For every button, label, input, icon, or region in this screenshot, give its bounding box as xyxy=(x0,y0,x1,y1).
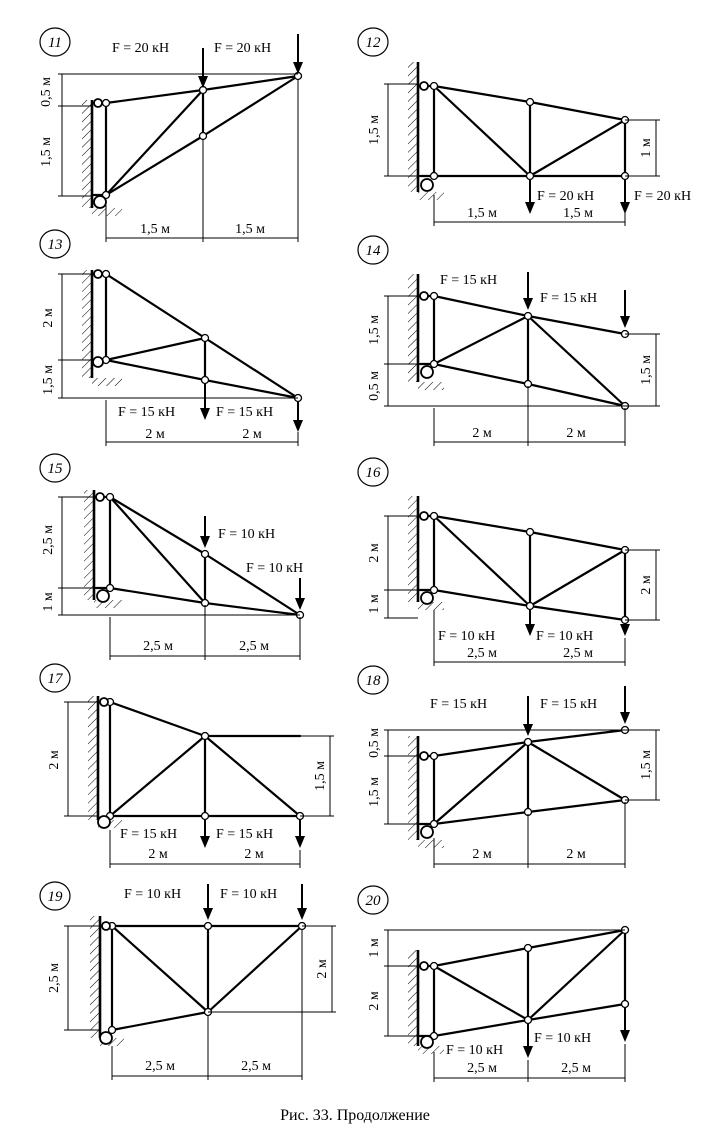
force-label: F = 15 кН xyxy=(440,273,498,288)
ground-hatch xyxy=(92,208,122,216)
dim-label: 1,5 м xyxy=(467,206,497,221)
truss-nodes xyxy=(420,512,629,624)
truss-bars xyxy=(420,730,625,824)
scheme-16 xyxy=(358,458,660,666)
force-label: F = 10 кН xyxy=(438,629,496,644)
force-label: F = 10 кН xyxy=(534,1031,592,1046)
scheme-number: 16 xyxy=(365,465,381,481)
dim-label: 2 м xyxy=(145,427,165,442)
dim-label: 2 м xyxy=(472,847,492,862)
dim-label: 0,5 м xyxy=(367,371,382,401)
scheme-number: 17 xyxy=(47,671,63,687)
dim-label: 2 м xyxy=(639,575,654,595)
force-label: F = 15 кН xyxy=(118,405,176,420)
force-label: F = 10 кН xyxy=(246,561,304,576)
figure-caption: Рис. 33. Продолжение xyxy=(280,1107,430,1124)
force-label: F = 10 кН xyxy=(536,629,594,644)
truss-nodes xyxy=(93,270,302,402)
force-label: F = 15 кН xyxy=(216,827,274,842)
dim-label: 1,5 м xyxy=(313,761,328,791)
dim-label: 2 м xyxy=(244,847,264,862)
dim-label: 2,5 м xyxy=(241,1059,271,1074)
dim-label: 2 м xyxy=(148,847,168,862)
scheme-number: 19 xyxy=(47,889,63,905)
dim-label: 1,5 м xyxy=(367,315,382,345)
scheme-number: 11 xyxy=(48,35,62,51)
scheme-number: 14 xyxy=(365,243,381,259)
force-label: F = 20 кН xyxy=(537,189,595,204)
force-label: F = 10 кН xyxy=(124,887,182,902)
dim-label: 1,5 м xyxy=(563,206,593,221)
truss-bars xyxy=(420,86,625,176)
dim-label: 0,5 м xyxy=(39,77,54,107)
dim-label: 1,5 м xyxy=(639,750,654,780)
truss-bars xyxy=(94,76,298,195)
scheme-12 xyxy=(358,28,691,226)
force-label: F = 15 кН xyxy=(430,697,488,712)
scheme-number: 12 xyxy=(365,35,381,51)
truss-bars xyxy=(420,930,625,1036)
scheme-number: 18 xyxy=(365,673,381,689)
scheme-19 xyxy=(40,882,336,1080)
dim-label: 2 м xyxy=(566,847,586,862)
scheme-15 xyxy=(40,454,305,660)
dim-label: 2,5 м xyxy=(41,525,56,555)
scheme-13 xyxy=(40,230,303,446)
dim-label: 2 м xyxy=(472,426,492,441)
dim-label: 1 м xyxy=(639,138,654,158)
dim-label: 2 м xyxy=(367,991,382,1011)
dim-label: 1,5 м xyxy=(41,365,56,395)
truss-nodes xyxy=(420,292,629,410)
dim-label: 1,5 м xyxy=(235,222,265,237)
dim-label: 2,5 м xyxy=(561,1061,591,1076)
dim-label: 2,5 м xyxy=(563,646,593,661)
force-label: F = 20 кН xyxy=(214,41,272,56)
force-label: F = 10 кН xyxy=(220,887,278,902)
dim-label: 2,5 м xyxy=(239,639,269,654)
truss-nodes xyxy=(420,927,629,1049)
scheme-14 xyxy=(358,236,660,446)
dim-label: 2,5 м xyxy=(145,1059,175,1074)
dim-label: 1,5 м xyxy=(639,355,654,385)
force-label: F = 15 кН xyxy=(120,827,178,842)
truss-bars xyxy=(420,516,625,620)
truss-nodes xyxy=(98,698,304,828)
truss-bars xyxy=(94,274,298,398)
dim-label: 1 м xyxy=(367,938,382,958)
dim-label: 2 м xyxy=(315,959,330,979)
dim-label: 2,5 м xyxy=(467,646,497,661)
force-label: F = 20 кН xyxy=(634,189,692,204)
scheme-11 xyxy=(39,28,303,242)
force-label: F = 15 кН xyxy=(540,291,598,306)
scheme-17 xyxy=(40,664,334,868)
scheme-number: 13 xyxy=(47,237,63,253)
wall-hatch xyxy=(82,100,92,208)
scheme-number: 20 xyxy=(365,893,381,909)
dim-label: 2 м xyxy=(47,750,62,770)
dim-label: 1,5 м xyxy=(39,137,54,167)
dim-label: 2 м xyxy=(242,427,262,442)
force-label: F = 20 кН xyxy=(112,41,170,56)
force-label: F = 10 кН xyxy=(218,527,276,542)
dim-label: 0,5 м xyxy=(367,728,382,758)
scheme-20 xyxy=(358,886,630,1082)
dim-label: 2,5 м xyxy=(47,963,62,993)
force-label: F = 15 кН xyxy=(216,405,274,420)
dim-label: 1 м xyxy=(367,594,382,614)
dim-label: 1,5 м xyxy=(367,115,382,145)
scheme-number: 15 xyxy=(47,461,63,477)
dim-label: 1,5 м xyxy=(140,222,170,237)
dim-label: 2 м xyxy=(566,426,586,441)
truss-nodes xyxy=(96,493,304,619)
truss-bars xyxy=(96,497,300,615)
dim-label: 2,5 м xyxy=(467,1061,497,1076)
dim-label: 1,5 м xyxy=(367,777,382,807)
force-label: F = 15 кН xyxy=(540,697,598,712)
scheme-18 xyxy=(358,666,660,868)
truss-bars xyxy=(100,702,300,816)
force-label: F = 10 кН xyxy=(446,1043,504,1058)
truss-bars xyxy=(420,296,625,406)
dim-label: 2 м xyxy=(367,543,382,563)
dim-label: 2,5 м xyxy=(143,639,173,654)
dim-label: 1 м xyxy=(41,592,56,612)
dim-label: 2 м xyxy=(41,308,56,328)
truss-bars xyxy=(102,926,302,1030)
